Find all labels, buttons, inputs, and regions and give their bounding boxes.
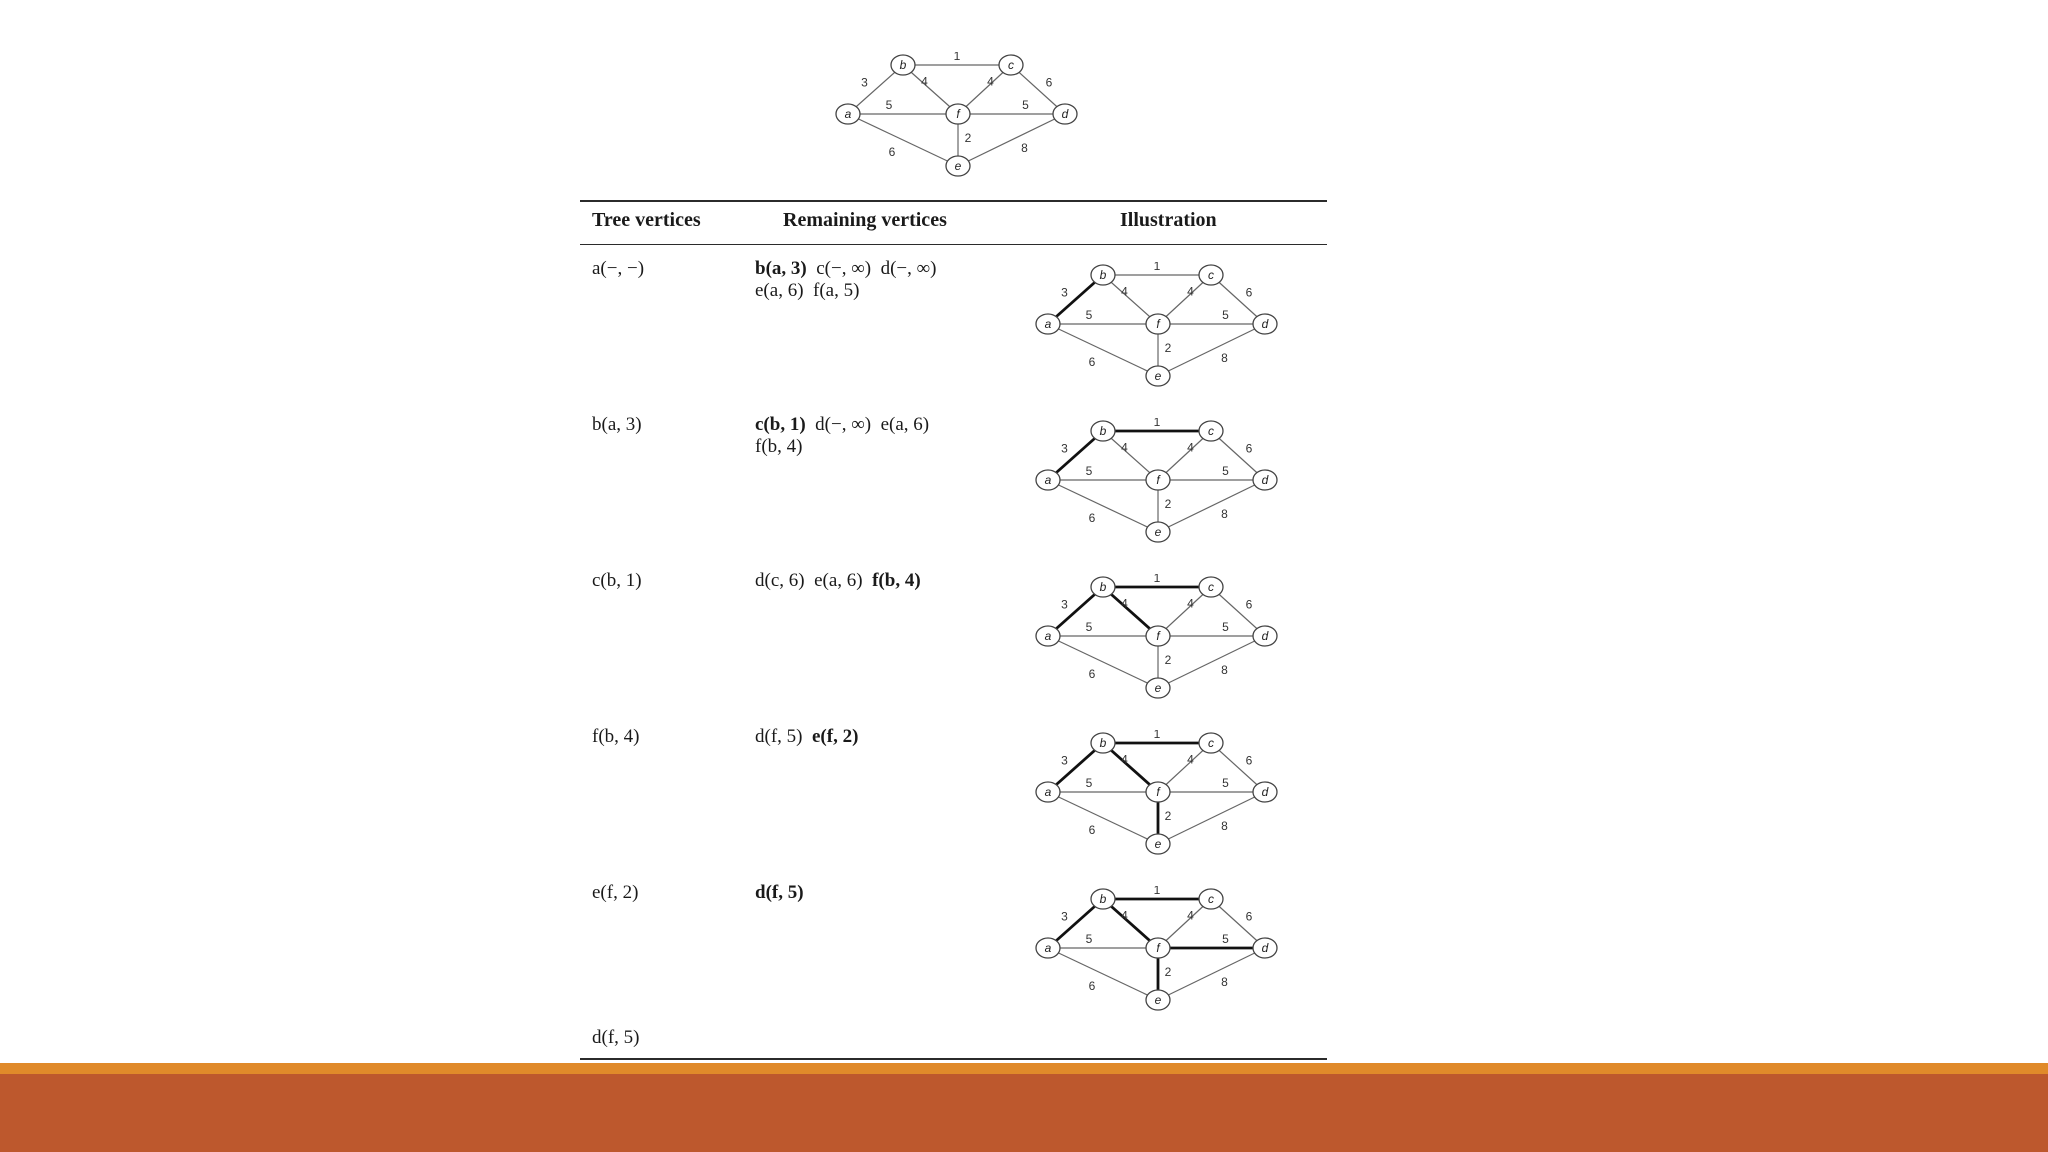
illus2-weight-cf: 4 <box>1187 440 1194 455</box>
tree-vertex-4: f(b, 4) <box>592 726 640 747</box>
remaining-line <box>755 414 929 436</box>
illus2-vertex-label-e: e <box>1154 525 1162 539</box>
illus2-weight-fe: 2 <box>1164 497 1172 511</box>
top-edge-ed <box>958 114 1065 166</box>
top-vertex-label-b: b <box>899 58 907 72</box>
illus4-weight-ab: 3 <box>1061 753 1068 768</box>
illus3-weight-fd: 5 <box>1222 620 1229 634</box>
illus2-weight-bc: 1 <box>1153 418 1161 429</box>
illus3-vertex-label-a: a <box>1044 629 1052 643</box>
remaining-vertices-3 <box>755 570 921 592</box>
illus3-vertex-label-f: f <box>1156 629 1160 643</box>
remaining-segment: c(b, 1) <box>755 414 806 435</box>
illus2-vertex-label-f: f <box>1156 473 1160 487</box>
illus1-weight-cd: 6 <box>1245 285 1253 300</box>
illus3-edge-ed <box>1158 636 1265 688</box>
top-weight-ed: 8 <box>1021 141 1028 155</box>
top-weight-bc: 1 <box>953 52 961 63</box>
illus5-vertex-label-c: c <box>1208 892 1214 906</box>
illus3-weight-ae: 6 <box>1088 667 1096 681</box>
illustration-graph-1 <box>1030 262 1296 394</box>
illus1-weight-fd: 5 <box>1222 308 1229 322</box>
table-top-rule <box>580 200 1327 202</box>
illus5-weight-ed: 8 <box>1221 975 1228 989</box>
illus5-vertex-label-d: d <box>1261 941 1269 955</box>
illus5-vertex-label-e: e <box>1154 993 1162 1007</box>
illus4-weight-ae: 6 <box>1088 823 1096 837</box>
illus5-edge-ed <box>1158 948 1265 1000</box>
illus5-weight-cd: 6 <box>1245 909 1253 924</box>
illus5-weight-cf: 4 <box>1187 908 1194 923</box>
illustration-graph-5 <box>1030 886 1296 1018</box>
illus3-weight-cf: 4 <box>1187 596 1194 611</box>
remaining-segment: d(c, 6) e(a, 6) <box>755 570 873 591</box>
illus4-weight-cd: 6 <box>1245 753 1253 768</box>
footer-stripe <box>0 1063 2048 1074</box>
illus2-weight-ed: 8 <box>1221 507 1228 521</box>
illus1-vertex-label-a: a <box>1044 317 1052 331</box>
illustration-graph-3 <box>1030 574 1296 706</box>
illus5-weight-ab: 3 <box>1061 909 1068 924</box>
top-weight-ab: 3 <box>861 75 868 90</box>
illus3-weight-ed: 8 <box>1221 663 1228 677</box>
remaining-segment: e(a, 6) f(a, 5) <box>755 280 860 301</box>
illustration-graph-2 <box>1030 418 1296 550</box>
tree-vertex-3: c(b, 1) <box>592 570 642 591</box>
remaining-segment: a, 3 <box>771 258 801 279</box>
illus3-vertex-label-c: c <box>1208 580 1214 594</box>
illus5-weight-fe: 2 <box>1164 965 1172 979</box>
illus2-weight-ae: 6 <box>1088 511 1096 525</box>
remaining-line <box>755 882 804 904</box>
remaining-segment: d(−, ∞) e(a, 6) <box>805 414 930 435</box>
illus1-weight-ae: 6 <box>1088 355 1096 369</box>
illus4-weight-bc: 1 <box>1153 730 1161 741</box>
remaining-segment: b( <box>755 258 772 279</box>
top-vertex-label-a: a <box>844 107 852 121</box>
illus3-vertex-label-d: d <box>1261 629 1269 643</box>
remaining-vertices-2 <box>755 414 929 458</box>
illus1-vertex-label-e: e <box>1154 369 1162 383</box>
illus4-weight-fe: 2 <box>1164 809 1172 823</box>
illus1-edge-ae <box>1048 324 1158 376</box>
illus1-weight-ab: 3 <box>1061 285 1068 300</box>
illus2-weight-cd: 6 <box>1245 441 1253 456</box>
top-weight-af: 5 <box>885 98 893 112</box>
top-weight-cf: 4 <box>987 74 994 89</box>
illus3-weight-bf: 4 <box>1121 596 1128 611</box>
illus4-vertex-label-c: c <box>1208 736 1214 750</box>
illus4-edge-ed <box>1158 792 1265 844</box>
tree-vertex-2: b(a, 3) <box>592 414 642 435</box>
illus3-weight-bc: 1 <box>1153 574 1161 585</box>
illus1-edge-ed <box>1158 324 1265 376</box>
illus2-weight-fd: 5 <box>1222 464 1229 478</box>
illus1-weight-cf: 4 <box>1187 284 1194 299</box>
illus2-vertex-label-d: d <box>1261 473 1269 487</box>
illus3-weight-fe: 2 <box>1164 653 1172 667</box>
illus5-weight-ae: 6 <box>1088 979 1096 993</box>
illus2-edge-ae <box>1048 480 1158 532</box>
illustration-graph-4 <box>1030 730 1296 862</box>
illus4-vertex-label-b: b <box>1099 736 1107 750</box>
illus3-weight-ab: 3 <box>1061 597 1068 612</box>
illus5-vertex-label-b: b <box>1099 892 1107 906</box>
illus1-weight-af: 5 <box>1085 308 1093 322</box>
top-weight-cd: 6 <box>1045 75 1053 90</box>
illus2-vertex-label-c: c <box>1208 424 1214 438</box>
top-weight-fd: 5 <box>1022 98 1029 112</box>
top-vertex-label-c: c <box>1008 58 1014 72</box>
remaining-segment: d(f, 5) <box>755 882 804 903</box>
header-remaining-vertices: Remaining vertices <box>783 209 947 231</box>
illus1-vertex-label-f: f <box>1156 317 1160 331</box>
illus1-weight-ed: 8 <box>1221 351 1228 365</box>
remaining-segment: f(b, 4) <box>755 436 803 457</box>
illus1-weight-fe: 2 <box>1164 341 1172 355</box>
table-bottom-rule <box>580 1058 1327 1060</box>
remaining-line <box>755 258 937 280</box>
illus4-vertex-label-e: e <box>1154 837 1162 851</box>
illus2-vertex-label-b: b <box>1099 424 1107 438</box>
illus5-vertex-label-f: f <box>1156 941 1160 955</box>
remaining-segment: f(b, 4) <box>872 570 921 591</box>
illus4-weight-ed: 8 <box>1221 819 1228 833</box>
header-tree-vertices: Tree vertices <box>592 209 701 231</box>
remaining-line <box>755 280 937 302</box>
illus2-weight-af: 5 <box>1085 464 1093 478</box>
top-weight-fe: 2 <box>964 131 972 145</box>
illus1-vertex-label-d: d <box>1261 317 1269 331</box>
illus4-weight-af: 5 <box>1085 776 1093 790</box>
header-illustration: Illustration <box>1120 209 1217 231</box>
illus5-vertex-label-a: a <box>1044 941 1052 955</box>
remaining-vertices-1 <box>755 258 937 302</box>
illus5-weight-bf: 4 <box>1121 908 1128 923</box>
tree-vertex-5: e(f, 2) <box>592 882 639 903</box>
illus5-weight-af: 5 <box>1085 932 1093 946</box>
illus3-vertex-label-b: b <box>1099 580 1107 594</box>
illus4-weight-fd: 5 <box>1222 776 1229 790</box>
illus4-edge-ae <box>1048 792 1158 844</box>
illus4-vertex-label-a: a <box>1044 785 1052 799</box>
top-graph <box>830 52 1096 184</box>
top-edge-ae <box>848 114 958 166</box>
table-header-rule <box>580 244 1327 245</box>
illus3-edge-ae <box>1048 636 1158 688</box>
illus4-vertex-label-d: d <box>1261 785 1269 799</box>
illus2-edge-ed <box>1158 480 1265 532</box>
top-vertex-label-f: f <box>956 107 960 121</box>
remaining-segment: c(−, ∞) d(−, ∞) <box>806 258 937 279</box>
footer-bar <box>0 1074 2048 1152</box>
illus2-weight-ab: 3 <box>1061 441 1068 456</box>
top-weight-ae: 6 <box>888 145 896 159</box>
illus4-vertex-label-f: f <box>1156 785 1160 799</box>
illus5-edge-ae <box>1048 948 1158 1000</box>
illus4-weight-bf: 4 <box>1121 752 1128 767</box>
illus2-vertex-label-a: a <box>1044 473 1052 487</box>
tree-vertex-1: a(−, −) <box>592 258 645 279</box>
remaining-line <box>755 570 921 592</box>
illus5-weight-bc: 1 <box>1153 886 1161 897</box>
last-tree-vertex: d(f, 5) <box>592 1027 640 1048</box>
illus4-weight-cf: 4 <box>1187 752 1194 767</box>
illus3-weight-cd: 6 <box>1245 597 1253 612</box>
remaining-segment: e(f, 2) <box>811 726 859 747</box>
illus1-vertex-label-c: c <box>1208 268 1214 282</box>
illus1-vertex-label-b: b <box>1099 268 1107 282</box>
remaining-vertices-5 <box>755 882 804 904</box>
top-weight-bf: 4 <box>921 74 928 89</box>
remaining-line <box>755 726 858 748</box>
remaining-segment: ) <box>800 258 807 279</box>
illus1-weight-bc: 1 <box>1153 262 1161 273</box>
remaining-segment: d(f, 5) <box>755 726 812 747</box>
illus1-weight-bf: 4 <box>1121 284 1128 299</box>
illus2-weight-bf: 4 <box>1121 440 1128 455</box>
illus3-weight-af: 5 <box>1085 620 1093 634</box>
remaining-vertices-4 <box>755 726 858 748</box>
illus5-weight-fd: 5 <box>1222 932 1229 946</box>
illus3-vertex-label-e: e <box>1154 681 1162 695</box>
remaining-line <box>755 436 929 458</box>
top-vertex-label-d: d <box>1061 107 1069 121</box>
top-vertex-label-e: e <box>954 159 962 173</box>
